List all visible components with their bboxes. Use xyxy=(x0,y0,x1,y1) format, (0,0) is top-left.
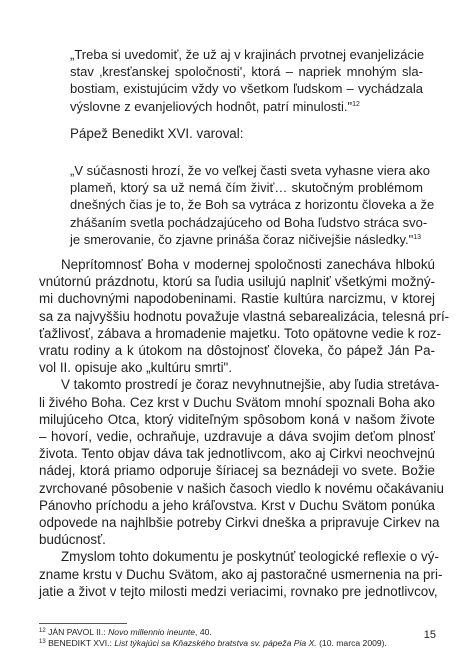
quote1-line-text: výslovne z evanjeliových hodnôt, patrí minulosti." xyxy=(70,98,353,114)
quote-block-1 xyxy=(70,46,423,115)
body-line: – hovorí, vedie, ochraňuje, uzdravuje a dáva svojim deťom plnosť xyxy=(39,429,435,444)
footnote-author: JÁN PAVOL II.: xyxy=(48,627,106,637)
body-paragraph-2 xyxy=(39,376,444,548)
footnote-title: Novo millennio ineunte xyxy=(108,627,196,637)
body-line: jatie a život v tejto milosti medzi veriacimi, rovnako pre jednotlivcov, xyxy=(39,583,438,599)
body-line: vratu rodiny a k útokom na dôstojnosť človeka, čo pápež Ján Pa- xyxy=(39,343,435,359)
body-line: Pánovho príchodu a jeho kráľovstva. Krst v Duchu Svätom ponúka xyxy=(39,497,435,513)
attribution-text: Pápež Benedikt XVI. varoval: xyxy=(70,126,244,141)
quote1-line: bostiam, existujúcim vždy vo všetkom ľudskom – vychádzala xyxy=(70,81,423,97)
quote2-line-text: je smerovanie, čo zjavne prináša čoraz ničivejšie následky." xyxy=(70,231,414,247)
body-line: nádej, ktorá priamo odporuje šíriacej sa beznádeji vo svete. Božie xyxy=(39,463,435,479)
quote1-line: stav ‚kresťanskej spoločnosti', ktorá – napriek mnohým sla- xyxy=(70,64,423,80)
body-line: zname krstu v Duchu Svätom, ako aj pastoračné usmernenia na pri- xyxy=(39,566,443,582)
body-line: milujúceho Otca, ktorý viditeľným spôsobom koná v našom živote xyxy=(39,411,435,427)
body-line: sa za najvyššiu hodnotu považuje vlastná sebarealizácia, telesná prí- xyxy=(39,308,450,324)
body-line: Zmyslom tohto dokumentu je poskytnúť teologické reflexie o vý- xyxy=(61,549,439,565)
footnote-number: 13 xyxy=(39,639,46,645)
body-line: Neprítomnosť Boha v modernej spoločnosti zanecháva hlbokú xyxy=(61,257,435,272)
body-line: vol II. opisuje ako „kultúru smrti". xyxy=(39,360,233,376)
footnote-divider xyxy=(39,623,127,624)
body-line: mi duchovnými napodobeninami. Rastie kultúra narcizmu, v ktorej xyxy=(39,291,435,307)
attribution-line xyxy=(70,125,243,142)
body-paragraph-3 xyxy=(39,548,443,600)
quote2-line: plameň, ktorý sa už nemá čím živiť… skutočným problémom xyxy=(70,180,423,196)
footnote-number: 12 xyxy=(39,628,46,634)
quote2-line: „V súčasnosti hrozí, že vo veľkej časti sveta vyhasne viera ako xyxy=(70,163,431,178)
page-number: 15 xyxy=(423,629,436,641)
body-line: li živého Boha. Cez krst v Duchu Svätom mnohí spoznali Boha ako xyxy=(39,394,435,410)
body-line: vnútornú prázdnotu, ktorú sa ľudia usilujú naplniť všetkými možný- xyxy=(39,274,435,290)
footnote-rest: , 40. xyxy=(195,627,212,637)
footnote-12 xyxy=(39,627,439,638)
body-line: zvrchované pôsobenie v našich časoch viedlo k novému očakávaniu xyxy=(39,480,444,496)
footnote-rest: (10. marca 2009). xyxy=(316,638,387,648)
quote-block-2 xyxy=(70,162,435,248)
body-paragraph-1 xyxy=(39,256,450,376)
quote2-line: dnešných čias je to, že Boh sa vytráca z horizontu človeka a že xyxy=(70,197,435,213)
footnote-ref-13: 13 xyxy=(413,233,422,241)
quote2-line xyxy=(70,231,423,248)
body-line: V takomto prostredí je čoraz nevyhnutnejšie, aby ľudia stretáva- xyxy=(61,377,440,393)
footnote-13 xyxy=(39,638,439,649)
quote1-line: „Treba si uvedomiť, že už aj v krajinách prvotnej evanjelizácie xyxy=(70,47,425,62)
body-line: budúcnosť. xyxy=(39,532,106,548)
quote1-line xyxy=(70,98,423,115)
body-line: odpovede na najhlbšie potreby Cirkvi dneška a pripravuje Cirkev na xyxy=(39,515,440,531)
body-line: života. Tento objav dáva tak jednotlivcom, ako aj Cirkvi neochvejnú xyxy=(39,446,435,462)
quote2-line: zhášaním svetla pochádzajúceho od Boha ľudstvo stráca svo- xyxy=(70,214,428,230)
footnote-title: List týkajúci sa Kňazského bratstva sv. pápeža Pia X. xyxy=(114,638,317,648)
footnote-ref-12: 12 xyxy=(352,100,360,108)
footnote-author: BENEDIKT XVI.: xyxy=(48,638,112,648)
body-line: ťažlivosť, zábava a hromadenie majetku. Toto opätovne vedie k roz- xyxy=(39,325,442,341)
